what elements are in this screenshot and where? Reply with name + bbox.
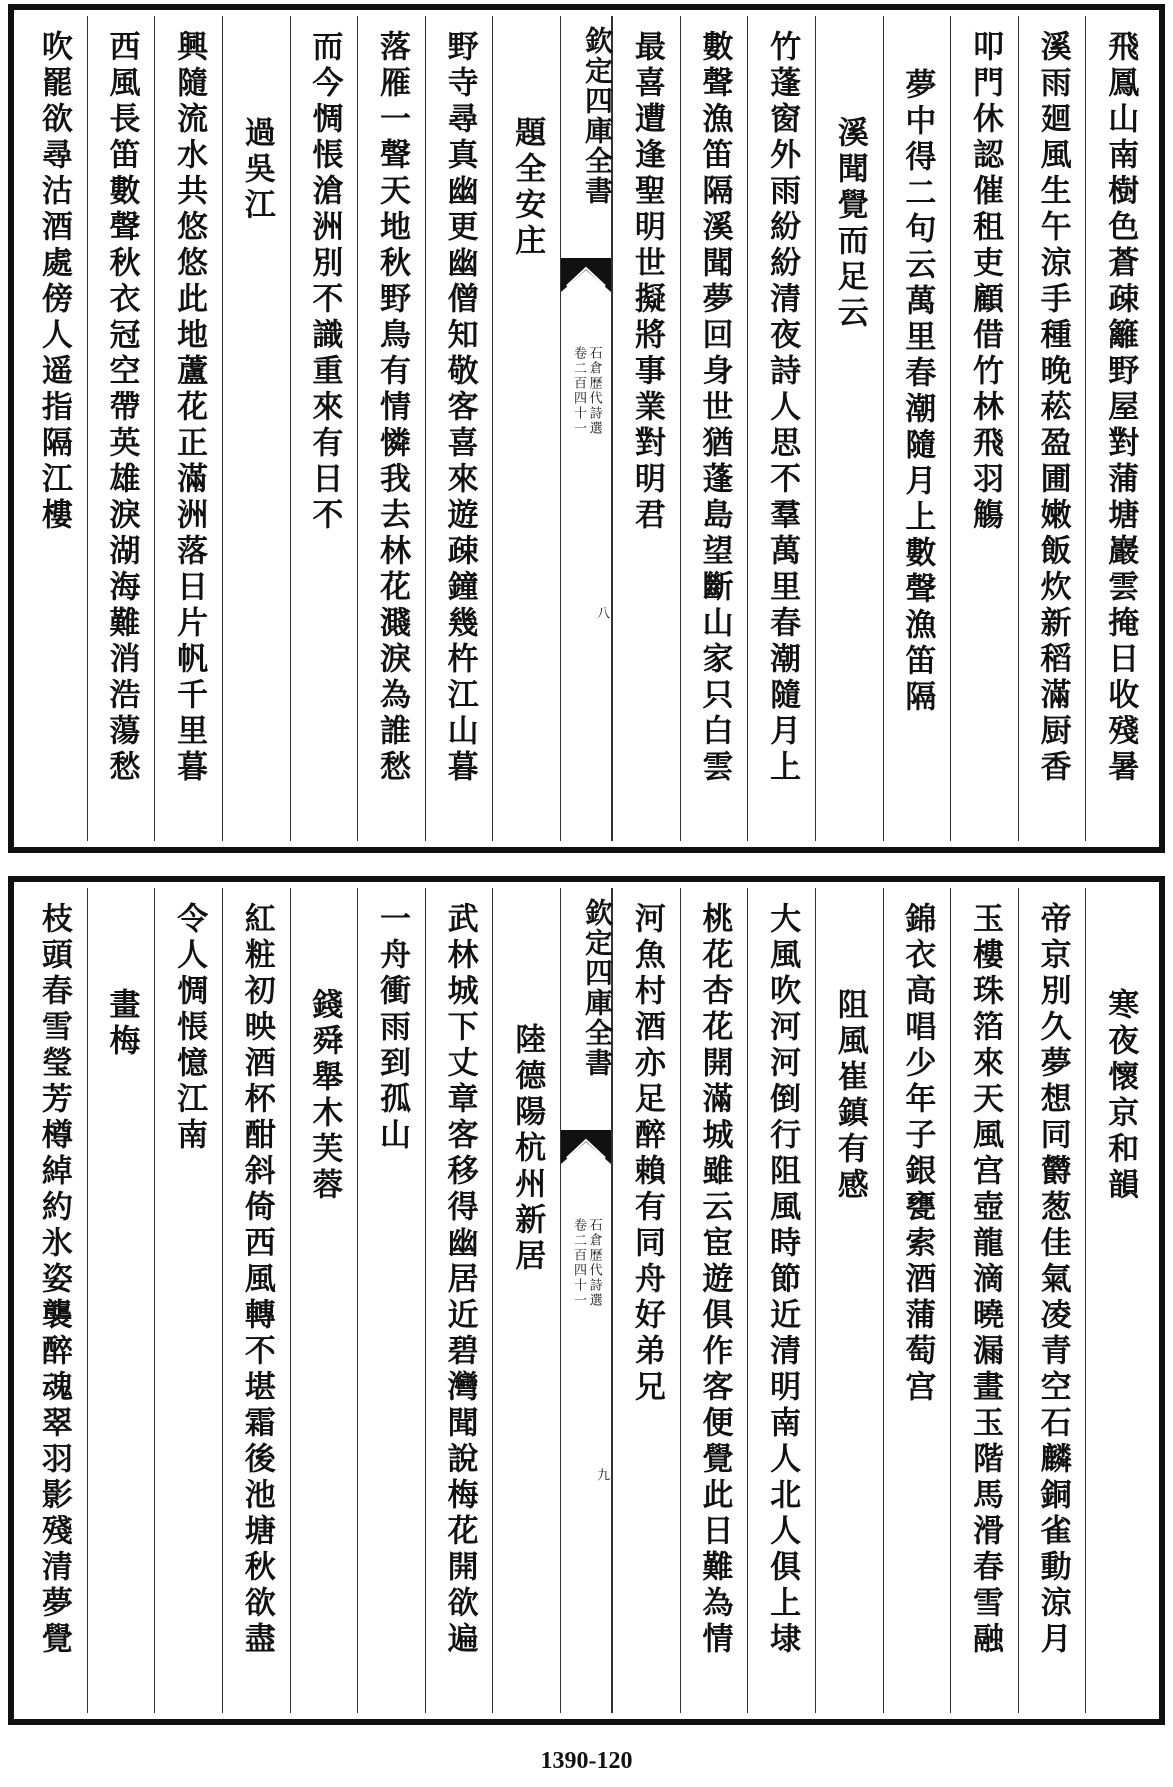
text-column (290, 888, 358, 1713)
volume-number: 卷二百四十一 (571, 346, 586, 436)
text-column (492, 888, 560, 1713)
text-column (357, 888, 425, 1713)
top-page-frame (8, 4, 1165, 853)
poem-line: 野寺尋真幽更幽僧知敬客喜來遊疎鐘幾杵江山暮 (441, 30, 478, 786)
text-column (815, 16, 883, 841)
collection-title: 欽定四庫全書 (581, 898, 614, 1078)
bottom-columns (20, 888, 1153, 1713)
text-column (883, 888, 951, 1713)
poem-line: 竹蓬窗外雨紛紛清夜詩人思不羣萬里春潮隨月上 (764, 30, 801, 786)
poem-line: 令人惆悵憶江南 (171, 902, 208, 1154)
top-columns (20, 16, 1153, 841)
poem-line: 溪雨廻風生午涼手種晚菘盈圃嫩飯炊新稻滿厨香 (1034, 30, 1071, 786)
poem-line: 而今惆悵滄洲別不識重來有日不 (306, 30, 343, 534)
poem-line: 紅粧初映酒杯酣斜倚西風轉不堪霜後池塘秋欲盡 (238, 902, 275, 1658)
text-column (747, 16, 815, 841)
text-column (950, 16, 1018, 841)
poem-line: 玉樓珠箔來天風宫壺龍滴曉漏畫玉階馬滑春雪融 (966, 902, 1003, 1658)
spine-info (565, 1218, 607, 1308)
poem-title: 寒夜懷京和韻 (1102, 988, 1139, 1204)
text-column (1018, 16, 1086, 841)
text-column (492, 16, 560, 841)
poem-line: 錦衣高唱少年子銀甕索酒蒲萄宫 (899, 902, 936, 1406)
poem-title: 溪聞覺而足云 (831, 116, 868, 332)
poem-line: 落雁一聲天地秋野鳥有情憐我去林花濺淚為誰愁 (373, 30, 410, 786)
author-heading: 陸德陽杭州新居 (509, 1023, 546, 1275)
text-column (1018, 888, 1086, 1713)
fish-tail-ornament (561, 258, 611, 292)
poem-title: 題全安庄 (509, 116, 546, 260)
center-spine (560, 888, 612, 1713)
text-column (20, 888, 87, 1713)
text-column (154, 888, 222, 1713)
text-column (222, 888, 290, 1713)
center-spine (560, 16, 612, 841)
text-column (20, 16, 87, 841)
poem-title: 畫梅 (103, 988, 140, 1060)
poem-line: 吹罷欲尋沽酒處傍人遥指隔江樓 (35, 30, 72, 534)
poem-line: 最喜遭逢聖明世擬將事業對明君 (628, 30, 665, 534)
leaf-number: 八 (594, 606, 609, 619)
poem-line: 帝京別久夢想同欝葱佳氣凌青空石麟銅雀動涼月 (1034, 902, 1071, 1658)
poem-line: 大風吹河河倒行阻風時節近清明南人北人俱上埭 (764, 902, 801, 1658)
poem-line: 飛鳳山南樹色蒼疎籬野屋對蒲塘巖雲掩日收殘暑 (1102, 30, 1139, 786)
poem-line: 枝頭春雪瑩芳樽綽約氷姿襲醉魂翠羽影殘清夢覺 (35, 902, 72, 1658)
text-column (425, 16, 493, 841)
leaf-number: 九 (594, 1468, 609, 1481)
text-column (87, 888, 155, 1713)
poem-line: 西風長笛數聲秋衣冠空帶英雄淚湖海難消浩蕩愁 (103, 30, 140, 786)
text-column (1085, 16, 1153, 841)
poem-line: 興隨流水共悠悠此地蘆花正滿洲落日片帆千里暮 (171, 30, 208, 786)
text-column (950, 888, 1018, 1713)
text-column (290, 16, 358, 841)
text-column (425, 888, 493, 1713)
text-column (1085, 888, 1153, 1713)
collection-title: 欽定四庫全書 (581, 26, 614, 206)
book-name: 石倉歷代詩選 (586, 1218, 602, 1308)
text-column (357, 16, 425, 841)
poem-line: 叩門休認催租吏顧借竹林飛羽觴 (966, 30, 1003, 534)
text-column (680, 16, 748, 841)
poem-line: 桃花杏花開滿城雖云宦遊俱作客便覺此日難為情 (696, 902, 733, 1658)
text-column (154, 16, 222, 841)
poem-line: 武林城下丈章客移得幽居近碧灣聞說梅花開欲遍 (441, 902, 478, 1658)
text-column (680, 888, 748, 1713)
text-column (612, 16, 680, 841)
text-column (222, 16, 290, 841)
book-name: 石倉歷代詩選 (586, 346, 602, 436)
poem-line: 數聲漁笛隔溪聞夢回身世猶蓬島望斷山家只白雲 (696, 30, 733, 786)
volume-number: 卷二百四十一 (571, 1218, 586, 1308)
spine-info (565, 346, 607, 436)
poem-title: 夢中得二句云萬里春潮隨月上數聲漁笛隔 (899, 68, 936, 716)
text-column (747, 888, 815, 1713)
poem-title: 錢舜舉木芙蓉 (306, 988, 343, 1204)
page-code: 1390-120 (540, 1748, 633, 1774)
bottom-page-frame (8, 876, 1165, 1725)
text-column (815, 888, 883, 1713)
fish-tail-ornament (561, 1130, 611, 1164)
text-column (87, 16, 155, 841)
text-column (883, 16, 951, 841)
poem-title: 過吳江 (238, 116, 275, 224)
poem-line: 一舟衝雨到孤山 (373, 902, 410, 1154)
text-column (612, 888, 680, 1713)
poem-title: 阻風崔鎮有感 (831, 988, 868, 1204)
poem-line: 河魚村酒亦足醉賴有同舟好弟兄 (628, 902, 665, 1406)
